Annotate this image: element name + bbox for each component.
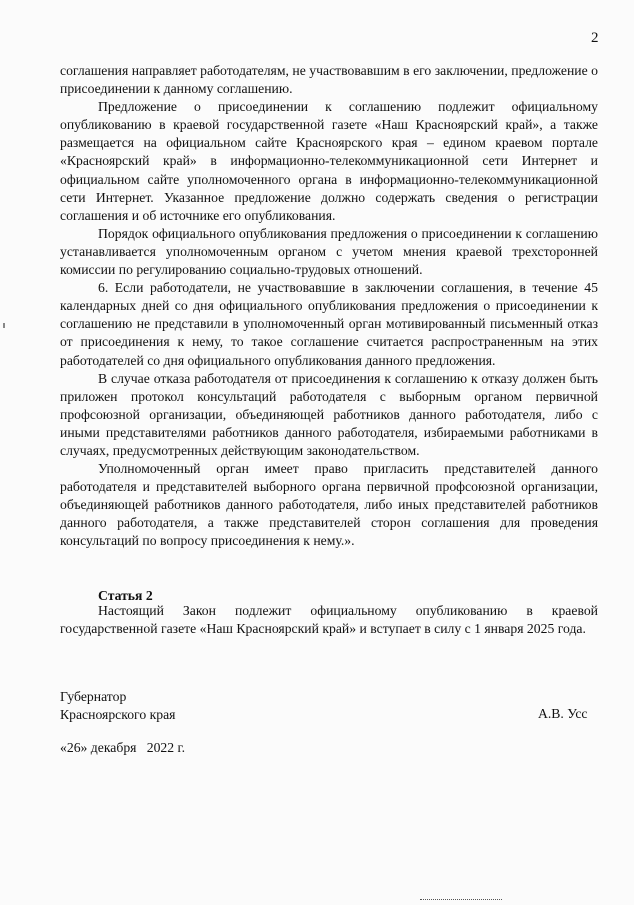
signer-position-line-2: Красноярского края	[60, 707, 176, 723]
paragraph: Уполномоченный орган имеет право пригласить представителей данного работодателя и представителей выборного органа первичной профсоюзной организации, объединяющей работников данного работодателя, либо иных представителей работников данного работодателя, а также представителей сторон соглашения для проведения консультаций по вопросу присоединения к нему.».	[60, 461, 598, 549]
margin-scan-mark	[3, 323, 5, 328]
article-title: Статья 2	[98, 588, 153, 603]
footer-scan-mark	[420, 899, 502, 903]
paragraph: Порядок официального опубликования предложения о присоединении к соглашению устанавливается уполномоченным органом с учетом мнения краевой трехсторонней комиссии по регулированию социально-трудовых отношений.	[60, 225, 598, 278]
article-text: Настоящий Закон подлежит официальному опубликованию в краевой государственной газете «Наш Красноярский край» и вступает в силу с 1 января 2025 года.	[60, 603, 598, 637]
signer-name: А.В. Усс	[538, 706, 588, 721]
signature-block	[60, 688, 175, 724]
paragraph: 6. Если работодатели, не участвовавшие в заключении соглашения, в течение 45 календарных дней со дня официального опубликования предложения о присоединении к соглашению не представили в уполномоченный орган мотивированный письменный отказ от присоединения к нему, то такое соглашение считается распространенным на этих работодателей со дня официального опубликования данного предложения.	[60, 280, 598, 368]
paragraph: Предложение о присоединении к соглашению подлежит официальному опубликованию в краевой государственной газете «Наш Красноярский край», а также размещается на официальном сайте Красноярского края – едином краевом портале «Красноярский край» в информационно-телекоммуникационной сети Интернет и официальном сайте уполномоченного органа в информационно-телекоммуникационной сети Интернет. Указанное предложение должно содержать сведения о регистрации соглашения и об источнике его опубликования.	[60, 99, 598, 223]
law-body-text	[60, 62, 598, 551]
signer-position-line-1: Губернатор	[60, 689, 127, 704]
page-number: 2	[591, 30, 599, 46]
paragraph: В случае отказа работодателя от присоединения к соглашению к отказу должен быть приложен протокол консультаций работодателя с выборным органом первичной профсоюзной организации, объединяющей работников данного работодателя, либо с иными представителями работников данного работодателя, избираемыми работниками в случаях, предусмотренных действующим законодательством.	[60, 370, 598, 458]
article-section	[60, 602, 598, 638]
paragraph: соглашения направляет работодателям, не участвовавшим в его заключении, предложение о присоединении к данному соглашению.	[60, 63, 598, 97]
signing-date: «26» декабря 2022 г.	[60, 740, 186, 755]
